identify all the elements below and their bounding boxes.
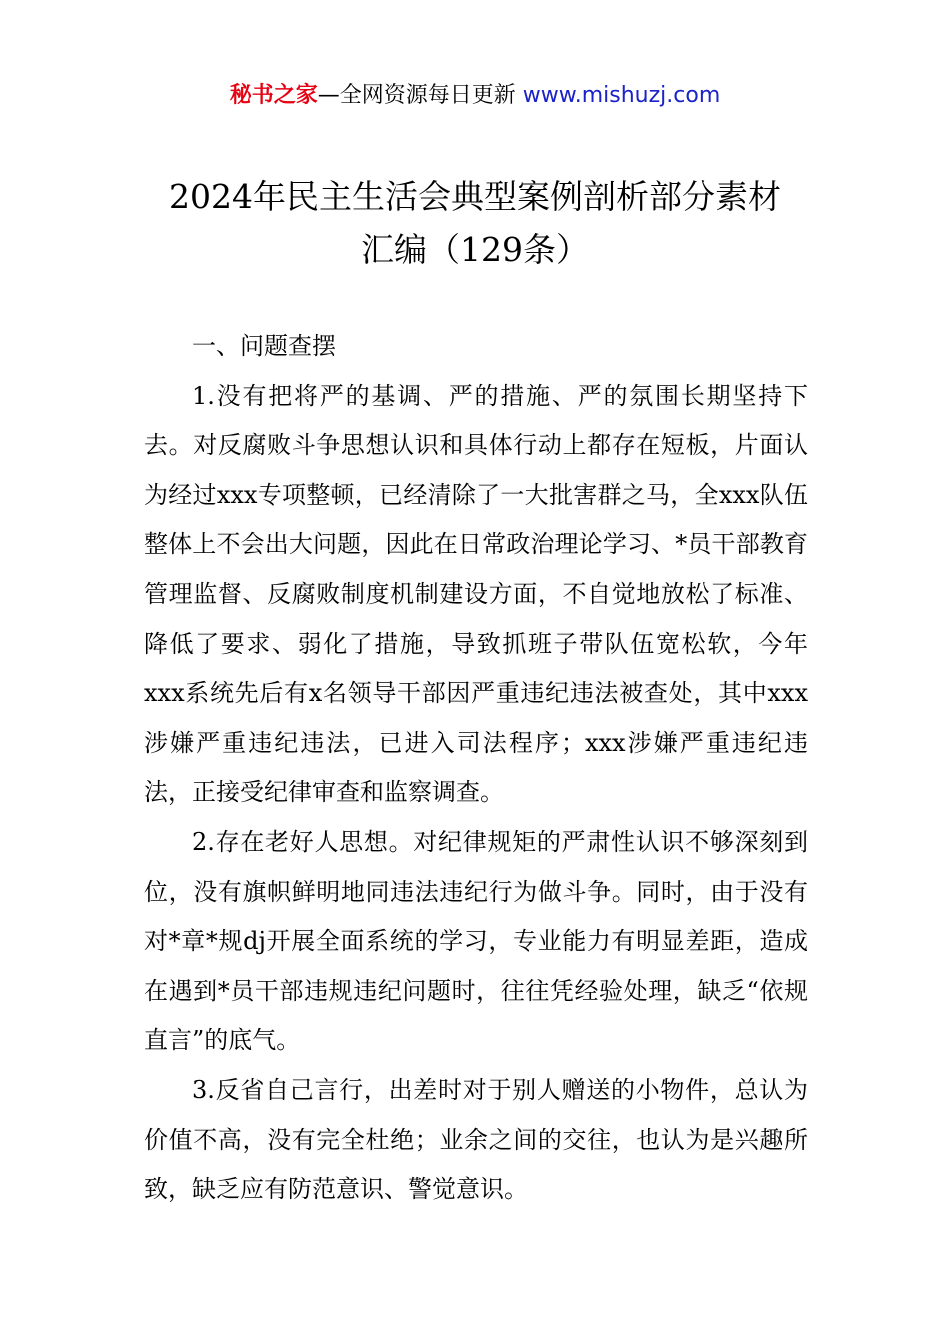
section-heading: 一、问题查摆 [192, 332, 336, 360]
document-title-line-1: 2024年民主生活会典型案例剖析部分素材 [169, 177, 781, 216]
site-header [0, 80, 950, 112]
document-title-line-2: 汇编（129条） [361, 230, 589, 269]
site-tagline: —全网资源每日更新 [317, 83, 523, 108]
document-title [120, 170, 830, 276]
paragraph-3: 3.反省自己言行，出差时对于别人赠送的小物件，总认为价值不高，没有完全杜绝；业余之间的交往，也认为是兴趣所致，缺乏应有防范意识、警觉意识。 [144, 1075, 808, 1204]
site-url-link[interactable]: www.mishuzj.com [522, 83, 721, 108]
paragraph-2: 2.存在老好人思想。对纪律规矩的严肃性认识不够深刻到位，没有旗帜鲜明地同违法违纪行为做斗争。同时，由于没有对*章*规dj开展全面系统的学习，专业能力有明显差距，造成在遇到*员干部违规违纪问题时，往往凭经验处理，缺乏“依规直言”的底气。 [144, 827, 808, 1055]
document-body [144, 322, 808, 1215]
paragraph-1: 1.没有把将严的基调、严的措施、严的氛围长期坚持下去。对反腐败斗争思想认识和具体行动上都存在短板，片面认为经过xxx专项整顿，已经清除了一大批害群之马，全xxx队伍整体上不会出大问题，因此在日常政治理论学习、*员干部教育管理监督、反腐败制度机制建设方面，不自觉地放松了标准、降低了要求、弱化了措施，导致抓班子带队伍宽松软，今年xxx系统先后有x名领导干部因严重违纪违法被查处，其中xxx涉嫌严重违纪违法，已进入司法程序；xxx涉嫌严重违纪违法，正接受纪律审查和监察调查。 [144, 381, 808, 807]
site-brand: 秘书之家 [229, 83, 318, 108]
